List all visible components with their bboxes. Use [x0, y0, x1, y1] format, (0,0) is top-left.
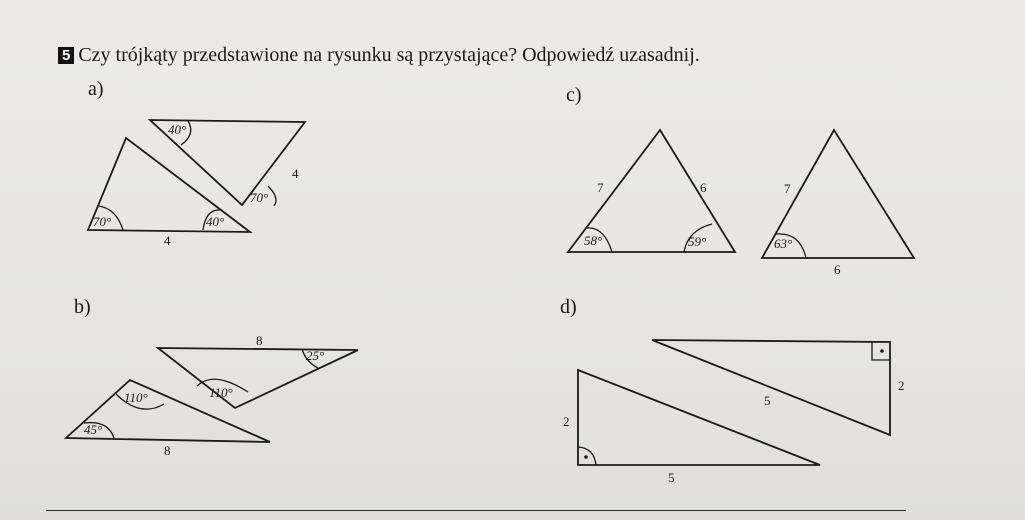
label-d2-side-left: 2 — [563, 414, 570, 429]
task-number-badge: 5 — [58, 47, 74, 64]
label-d1-side-hyp: 5 — [764, 393, 771, 408]
label-a2-angle-right: 40° — [206, 214, 225, 229]
part-label-d: d) — [560, 296, 577, 318]
label-a2-side-bottom: 4 — [164, 233, 171, 248]
part-label-a: a) — [88, 78, 104, 100]
label-a2-angle-left: 70° — [93, 214, 112, 229]
part-label-b: b) — [74, 296, 91, 318]
triangle-d1 — [652, 340, 890, 435]
label-d1-side-right: 2 — [898, 378, 905, 393]
figure-d — [578, 340, 890, 465]
label-b2-angle-left: 45° — [84, 422, 103, 437]
label-b1-side-top: 8 — [256, 333, 263, 348]
label-a1-angle-mid: 70° — [250, 190, 269, 205]
label-c1-side-right: 6 — [700, 180, 707, 195]
label-b2-side-bottom: 8 — [164, 443, 171, 458]
triangle-d2 — [578, 370, 820, 465]
label-c2-angle-left: 63° — [774, 236, 793, 251]
figure-a — [88, 120, 305, 232]
label-b1-angle-right: 25° — [306, 348, 325, 363]
label-c2-side-bottom: 6 — [834, 262, 841, 277]
part-label-c: c) — [566, 84, 582, 106]
label-a1-angle-top: 40° — [168, 122, 187, 137]
label-c1-angle-right: 59° — [688, 234, 707, 249]
label-c2-side-left: 7 — [784, 181, 791, 196]
right-angle-dot-d1 — [880, 349, 884, 353]
label-d2-side-bottom: 5 — [668, 470, 675, 485]
triangle-b1 — [158, 348, 358, 408]
triangle-a2 — [88, 138, 250, 232]
label-c1-side-left: 7 — [597, 180, 604, 195]
label-a1-side-right: 4 — [292, 166, 299, 181]
task-question: Czy trójkąty przedstawione na rysunku są przystające? Odpowiedź uzasadnij. — [78, 44, 700, 66]
label-b2-angle-top: 110° — [124, 390, 148, 405]
angle-arc-a1-mid — [268, 186, 276, 206]
figure-c — [568, 130, 914, 258]
bottom-rule — [46, 510, 906, 511]
label-c1-angle-left: 58° — [584, 233, 603, 248]
label-b1-angle-bottom: 110° — [209, 385, 233, 400]
right-angle-dot-d2 — [584, 455, 588, 459]
